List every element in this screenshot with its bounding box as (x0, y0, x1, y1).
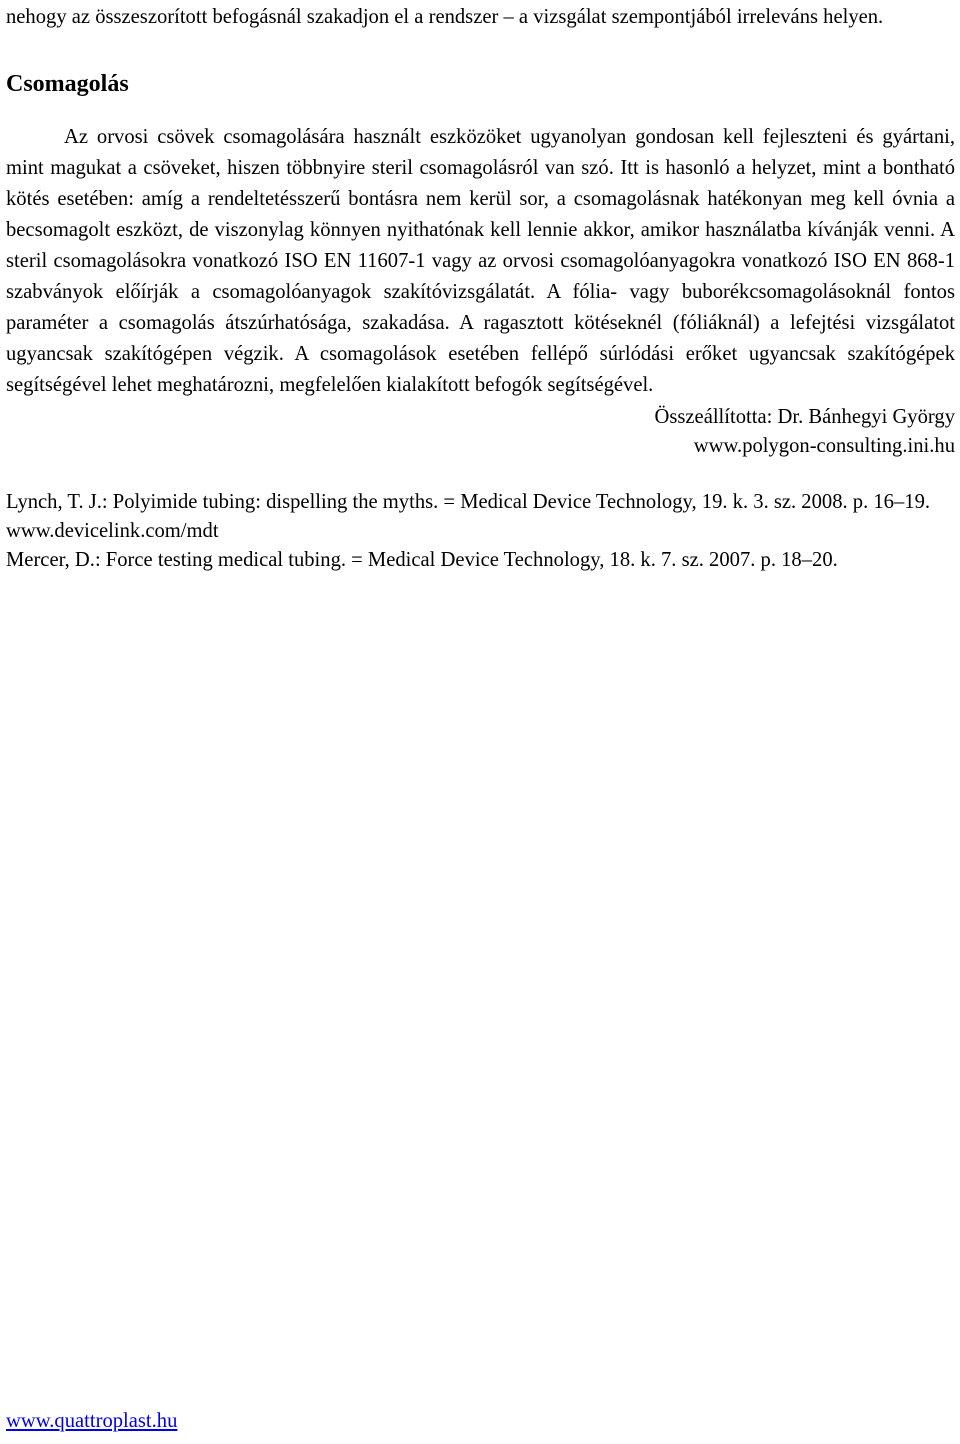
document-page (6, 0, 955, 575)
reference-item: Lynch, T. J.: Polyimide tubing: dispelling the myths. = Medical Device Technology, 19. k. 3. sz. 2008. p. 16–19. www.devicelink.com/mdt (6, 491, 931, 542)
footer-website-link[interactable]: www.quattroplast.hu (6, 1410, 178, 1432)
intro-paragraph: nehogy az összeszorított befogásnál szakadjon el a rendszer – a vizsgálat szempontjából irreleváns helyen. (6, 6, 884, 28)
author-line: Összeállította: Dr. Bánhegyi György (654, 406, 955, 428)
references-list (6, 488, 955, 575)
section-heading: Csomagolás (6, 71, 129, 97)
author-signature (6, 403, 955, 461)
reference-item: Mercer, D.: Force testing medical tubing. = Medical Device Technology, 18. k. 7. sz. 2007. p. 18–20. (6, 549, 838, 571)
author-website: www.polygon-consulting.ini.hu (693, 435, 955, 457)
body-paragraph: Az orvosi csövek csomagolására használt eszközöket ugyanolyan gondosan kell fejleszteni és gyártani, mint magukat a csöveket, hiszen többnyire steril csomagolásról van szó. Itt is hasonló a helyzet, mint a bontható kötés esetében: amíg a rendeltetésszerű bontásra nem kerül sor, a csomagolásnak hatékonyan meg kell óvnia a becsomagolt eszközt, de viszonylag könnyen nyithatónak kell lennie akkor, amikor használatba kívánják venni. A steril csomagolásokra vonatkozó ISO EN 11607-1 vagy az orvosi csomagolóanyagokra vonatkozó ISO EN 868-1 szabványok előírják a csomagolóanyagok szakítóvizsgálatát. A fólia- vagy buborékcsomagolásoknál fontos paraméter a csomagolás átszúrhatósága, szakadása. A ragasztott kötéseknél (fóliáknál) a lefejtési vizsgálatot ugyancsak szakítógépen végzik. A csomagolások esetében fellépő súrlódási erőket ugyancsak szakítógépek segítségével lehet meghatározni, megfelelően kialakított befogók segítségével. (6, 126, 955, 396)
